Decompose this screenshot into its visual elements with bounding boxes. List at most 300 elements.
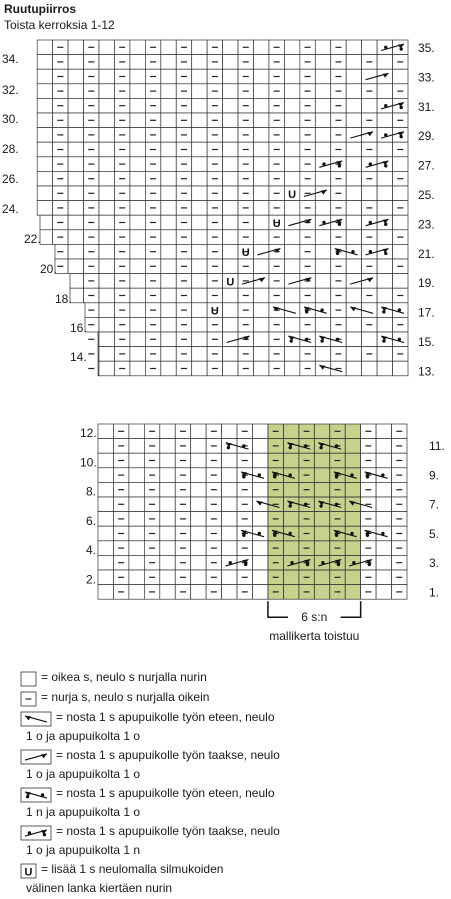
chart-cell: [192, 157, 207, 172]
chart-cell: [191, 439, 206, 454]
chart-cell: [254, 215, 269, 230]
chart-cell: [68, 230, 83, 245]
chart-cell: [192, 84, 207, 99]
page-subtitle: Toista kerroksia 1-12: [4, 18, 115, 32]
chart-cell: [99, 230, 114, 245]
chart-cell: [130, 288, 145, 303]
chart-cell: [377, 171, 392, 186]
row-label-right: 5.: [429, 526, 440, 541]
chart-cell: [160, 439, 175, 454]
chart-cell: [130, 317, 145, 332]
row-label-left: 4.: [86, 543, 97, 558]
chart-cell: [223, 230, 238, 245]
chart-cell: [40, 230, 53, 245]
chart-rows-13-35: [37, 40, 408, 376]
chart-cell: [161, 171, 176, 186]
legend-symbol-cross-left-p-icon: [20, 787, 52, 803]
chart-cell: [346, 201, 361, 216]
chart-cell: [98, 482, 113, 497]
chart-cell: [99, 40, 114, 55]
chart-cell: [98, 497, 113, 512]
chart-cell: [346, 157, 361, 172]
legend-item: [14, 689, 444, 709]
chart-cell: [99, 347, 114, 362]
chart-cell: [98, 555, 113, 570]
row-label-left: 2.: [86, 572, 97, 587]
legend-text: = nosta 1 s apupuikolle työn eteen, neulo: [56, 710, 275, 724]
chart-cell: [254, 128, 269, 143]
chart-cell: [192, 259, 207, 274]
chart-cell: [254, 201, 269, 216]
chart-cell: [99, 332, 114, 347]
chart-cell: [192, 244, 207, 259]
legend-symbol-empty-icon: [20, 671, 37, 687]
chart-cell: [376, 541, 391, 556]
legend-text-continued: 1 o ja apupuikolta 1 o: [26, 767, 141, 781]
chart-cell: [253, 512, 268, 527]
chart-cell: [222, 570, 237, 585]
repeat-bracket-right: [341, 601, 361, 617]
chart-cell: [161, 230, 176, 245]
legend-text: = nosta 1 s apupuikolle työn taakse, neulo: [56, 748, 280, 762]
chart-cell: [130, 215, 145, 230]
chart-cell: [254, 40, 269, 55]
chart-cell: [284, 259, 299, 274]
row-label-left: 14.: [70, 350, 87, 364]
chart-cell: [315, 69, 330, 84]
chart-cell: [68, 98, 83, 113]
chart-cell: [253, 424, 268, 439]
chart-cell: [98, 468, 113, 483]
chart-cell: [377, 113, 392, 128]
chart-cell: [346, 40, 361, 55]
legend-symbol-dash-icon: [20, 691, 37, 707]
chart-cell: [315, 84, 330, 99]
chart-cell: [254, 230, 269, 245]
chart-cell: [315, 274, 330, 289]
chart-cell: [222, 585, 237, 600]
chart-cell: [68, 201, 83, 216]
row-label-right: 25.: [418, 188, 435, 202]
chart-cell: [161, 157, 176, 172]
chart-cell: [192, 40, 207, 55]
chart-cell: [129, 541, 144, 556]
row-label-left: 6.: [86, 513, 97, 528]
chart-cell: [284, 244, 299, 259]
chart-cell: [362, 40, 377, 55]
chart-cell: [160, 555, 175, 570]
chart-cell: [223, 303, 238, 318]
chart-cell: [99, 55, 114, 70]
chart-cell: [70, 288, 84, 303]
chart-cell: [284, 361, 299, 376]
chart-cell: [222, 497, 237, 512]
chart-cell: [68, 244, 83, 259]
chart-cell: [70, 274, 84, 289]
chart-cell: [284, 55, 299, 70]
chart-cell: [254, 171, 269, 186]
chart-cell: [130, 55, 145, 70]
chart-cell: [315, 142, 330, 157]
chart-cell: [254, 142, 269, 157]
chart-cell: [253, 439, 268, 454]
chart-cell: [161, 69, 176, 84]
chart-cell: [346, 361, 361, 376]
chart-cell: [377, 317, 392, 332]
chart-cell: [161, 128, 176, 143]
chart-cell: [346, 142, 361, 157]
chart-cell: [68, 259, 83, 274]
chart-cell: [191, 512, 206, 527]
chart-cell: [192, 361, 207, 376]
chart-cell: [223, 361, 238, 376]
chart-cell: [346, 113, 361, 128]
chart-cell: [130, 303, 145, 318]
chart-cell: [377, 84, 392, 99]
chart-cell: [130, 230, 145, 245]
chart-cell: [37, 171, 52, 186]
chart-cell: [191, 453, 206, 468]
legend-symbol-cross-right-p-icon: [20, 825, 52, 841]
legend-text: = nosta 1 s apupuikolle työn eteen, neulo: [56, 786, 275, 800]
chart-cell: [192, 332, 207, 347]
chart-cell: [254, 98, 269, 113]
chart-cell: [284, 215, 299, 230]
chart-cell: [315, 98, 330, 113]
chart-cell: [99, 215, 114, 230]
chart-cell: [254, 55, 269, 70]
chart-cell: [99, 274, 114, 289]
svg-text:U: U: [288, 188, 297, 201]
chart-cell: [222, 468, 237, 483]
chart-cell: [98, 439, 113, 454]
legend-item: [14, 709, 444, 747]
chart-cell: [376, 555, 391, 570]
chart-cell: [223, 157, 238, 172]
chart-cell: [223, 186, 238, 201]
chart-cell: [99, 128, 114, 143]
chart-cell: [253, 570, 268, 585]
chart-cell: [254, 157, 269, 172]
chart-cell: [160, 453, 175, 468]
chart-cell: [377, 186, 392, 201]
chart-cell: [223, 40, 238, 55]
chart-cell: [377, 55, 392, 70]
chart-cell: [191, 555, 206, 570]
chart-cell: [284, 157, 299, 172]
chart-cell: [68, 128, 83, 143]
chart-cell: [284, 347, 299, 362]
row-label-left: 24.: [2, 202, 19, 216]
chart-cell: [99, 98, 114, 113]
chart-cell: [253, 555, 268, 570]
legend-symbol-cross-right-k-icon: [20, 749, 52, 765]
row-label-right: 35.: [418, 41, 435, 55]
chart-cell: [346, 215, 361, 230]
row-label-right: 15.: [418, 335, 435, 349]
chart-cell: [192, 98, 207, 113]
chart-cell: [223, 347, 238, 362]
chart-cell: [99, 259, 114, 274]
svg-text:U: U: [226, 276, 235, 289]
chart-cell: [315, 40, 330, 55]
chart-cell: [37, 98, 52, 113]
chart-cell: [37, 201, 52, 216]
row-label-right: 7.: [429, 497, 440, 512]
chart-cell: [98, 453, 113, 468]
row-label-left: 12.: [80, 426, 97, 440]
chart-cell: [393, 244, 408, 259]
chart-cell: [161, 201, 176, 216]
chart-cell: [129, 468, 144, 483]
chart-cell: [376, 439, 391, 454]
chart-cell: [315, 259, 330, 274]
chart-cell: [315, 201, 330, 216]
legend-text: = oikea s, neulo s nurjalla nurin: [41, 670, 207, 684]
row-label-right: 27.: [418, 158, 435, 173]
chart-cell: [161, 332, 176, 347]
chart-cell: [130, 40, 145, 55]
chart-cell: [161, 84, 176, 99]
chart-cell: [222, 424, 237, 439]
legend-text: = nosta 1 s apupuikolle työn taakse, neulo: [56, 824, 280, 838]
legend-text: = lisää 1 s neulomalla silmukoiden: [41, 862, 224, 876]
legend-text-continued: 1 o ja apupuikolta 1 o: [26, 729, 141, 743]
chart-cell: [161, 361, 176, 376]
chart-cell: [130, 69, 145, 84]
repeat-text-label: mallikerta toistuu: [269, 629, 360, 644]
chart-cell: [99, 288, 114, 303]
chart-cell: [98, 424, 113, 439]
chart-cell: [315, 317, 330, 332]
page-title: Ruutupiirros: [4, 2, 76, 16]
chart-cell: [98, 585, 113, 600]
chart-cell: [68, 171, 83, 186]
chart-cell: [129, 512, 144, 527]
chart-cell: [254, 332, 269, 347]
chart-cell: [284, 230, 299, 245]
chart-cell: [191, 526, 206, 541]
chart-cell: [376, 512, 391, 527]
chart-cell: [223, 317, 238, 332]
chart-cell: [99, 244, 114, 259]
chart-cell: [254, 186, 269, 201]
chart-cell: [99, 201, 114, 216]
chart-cell: [191, 541, 206, 556]
chart-cell: [161, 347, 176, 362]
chart-cell: [393, 69, 408, 84]
chart-cell: [160, 424, 175, 439]
chart-cell: [129, 453, 144, 468]
chart-cell: [254, 69, 269, 84]
chart-cell: [129, 555, 144, 570]
row-label-left: 28.: [2, 142, 19, 156]
chart-cell: [223, 128, 238, 143]
chart-cell: [376, 585, 391, 600]
chart-cell: [393, 186, 408, 201]
chart-cell: [161, 215, 176, 230]
chart-cell: [253, 482, 268, 497]
chart-cell: [192, 142, 207, 157]
chart-cell: [130, 128, 145, 143]
chart-cell: [362, 303, 377, 318]
legend: [14, 669, 444, 899]
chart-cell: [254, 259, 269, 274]
chart-cell: [284, 303, 299, 318]
chart-cell: [68, 84, 83, 99]
chart-cell: [346, 288, 361, 303]
row-label-left: 26.: [2, 172, 19, 186]
svg-text:U: U: [210, 305, 219, 318]
chart-cell: [129, 497, 144, 512]
chart-cell: [223, 69, 238, 84]
row-label-right: 13.: [418, 364, 435, 379]
chart-cell: [222, 526, 237, 541]
chart-rows-1-12: [98, 424, 407, 643]
chart-cell: [393, 215, 408, 230]
row-label-left: 30.: [2, 112, 19, 126]
legend-item: [14, 785, 444, 823]
chart-cell: [130, 201, 145, 216]
chart-cell: [37, 113, 52, 128]
chart-cell: [192, 215, 207, 230]
chart-cell: [376, 570, 391, 585]
chart-cell: [362, 69, 377, 84]
chart-cell: [376, 497, 391, 512]
row-label-left: 10.: [80, 455, 97, 470]
chart-cell: [192, 230, 207, 245]
chart-cell: [315, 171, 330, 186]
chart-cell: [192, 201, 207, 216]
chart-cell: [346, 84, 361, 99]
chart-cell: [377, 347, 392, 362]
chart-cell: [37, 55, 52, 70]
chart-cell: [315, 113, 330, 128]
chart-cell: [346, 55, 361, 70]
chart-cell: [346, 98, 361, 113]
chart-cell: [68, 186, 83, 201]
chart-cell: [99, 157, 114, 172]
chart-cell: [315, 288, 330, 303]
chart-cell: [130, 347, 145, 362]
chart-cell: [377, 230, 392, 245]
legend-item: [14, 861, 444, 899]
chart-cell: [37, 157, 52, 172]
chart-cell: [315, 244, 330, 259]
chart-cell: [191, 585, 206, 600]
chart-cell: [223, 142, 238, 157]
chart-cell: [284, 201, 299, 216]
chart-cell: [376, 453, 391, 468]
chart-cell: [129, 482, 144, 497]
chart-cell: [284, 128, 299, 143]
chart-cell: [284, 69, 299, 84]
chart-cell: [130, 84, 145, 99]
chart-cell: [130, 259, 145, 274]
row-label-right: 33.: [418, 70, 435, 85]
chart-cell: [346, 347, 361, 362]
chart-cell: [37, 69, 52, 84]
chart-cell: [192, 347, 207, 362]
chart-cell: [192, 186, 207, 201]
chart-cell: [191, 482, 206, 497]
chart-cell: [362, 98, 377, 113]
chart-cell: [98, 541, 113, 556]
chart-cell: [68, 215, 83, 230]
chart-cell: [99, 317, 114, 332]
chart-cell: [192, 55, 207, 70]
chart-cell: [284, 40, 299, 55]
chart-cell: [130, 157, 145, 172]
chart-cell: [223, 244, 238, 259]
row-label-right: 9.: [429, 468, 440, 483]
chart-cell: [253, 453, 268, 468]
chart-cell: [284, 113, 299, 128]
chart-cell: [160, 541, 175, 556]
chart-cell: [129, 570, 144, 585]
chart-cell: [191, 424, 206, 439]
chart-cell: [129, 585, 144, 600]
chart-cell: [160, 512, 175, 527]
legend-text: = nurja s, neulo s nurjalla oikein: [41, 690, 210, 704]
chart-cell: [377, 259, 392, 274]
row-label-left: 22.: [24, 232, 41, 246]
chart-cell: [130, 113, 145, 128]
legend-symbol-cross-left-k-icon: [20, 711, 52, 727]
chart-cell: [346, 171, 361, 186]
chart-cell: [192, 128, 207, 143]
chart-cell: [191, 468, 206, 483]
row-label-right: 29.: [418, 129, 435, 144]
chart-cell: [254, 84, 269, 99]
row-label-left: 16.: [70, 321, 87, 335]
chart-cell: [191, 497, 206, 512]
row-label-right: 3.: [429, 556, 440, 571]
chart-cell: [192, 303, 207, 318]
chart-cell: [253, 541, 268, 556]
chart-cell: [160, 585, 175, 600]
chart-cell: [161, 303, 176, 318]
row-label-left: 32.: [2, 83, 19, 97]
chart-cell: [315, 230, 330, 245]
chart-cell: [130, 332, 145, 347]
chart-cell: [346, 317, 361, 332]
chart-cell: [284, 317, 299, 332]
chart-cell: [393, 274, 408, 289]
svg-text:U: U: [24, 866, 33, 879]
chart-cell: [223, 332, 238, 347]
chart-cell: [161, 113, 176, 128]
chart-cell: [284, 274, 299, 289]
svg-text:U: U: [241, 247, 250, 260]
chart-cell: [130, 274, 145, 289]
chart-cell: [37, 84, 52, 99]
chart-cell: [192, 69, 207, 84]
chart-cell: [99, 303, 114, 318]
chart-cell: [161, 317, 176, 332]
row-label-left: 18.: [55, 292, 72, 306]
chart-cell: [315, 128, 330, 143]
chart-cell: [160, 468, 175, 483]
chart-cell: [315, 55, 330, 70]
row-label-left: 8.: [86, 484, 97, 499]
chart-cell: [130, 186, 145, 201]
chart-cell: [223, 98, 238, 113]
row-label-right: 21.: [418, 246, 435, 261]
chart-cell: [192, 317, 207, 332]
chart-cell: [129, 424, 144, 439]
chart-cell: [37, 142, 52, 157]
